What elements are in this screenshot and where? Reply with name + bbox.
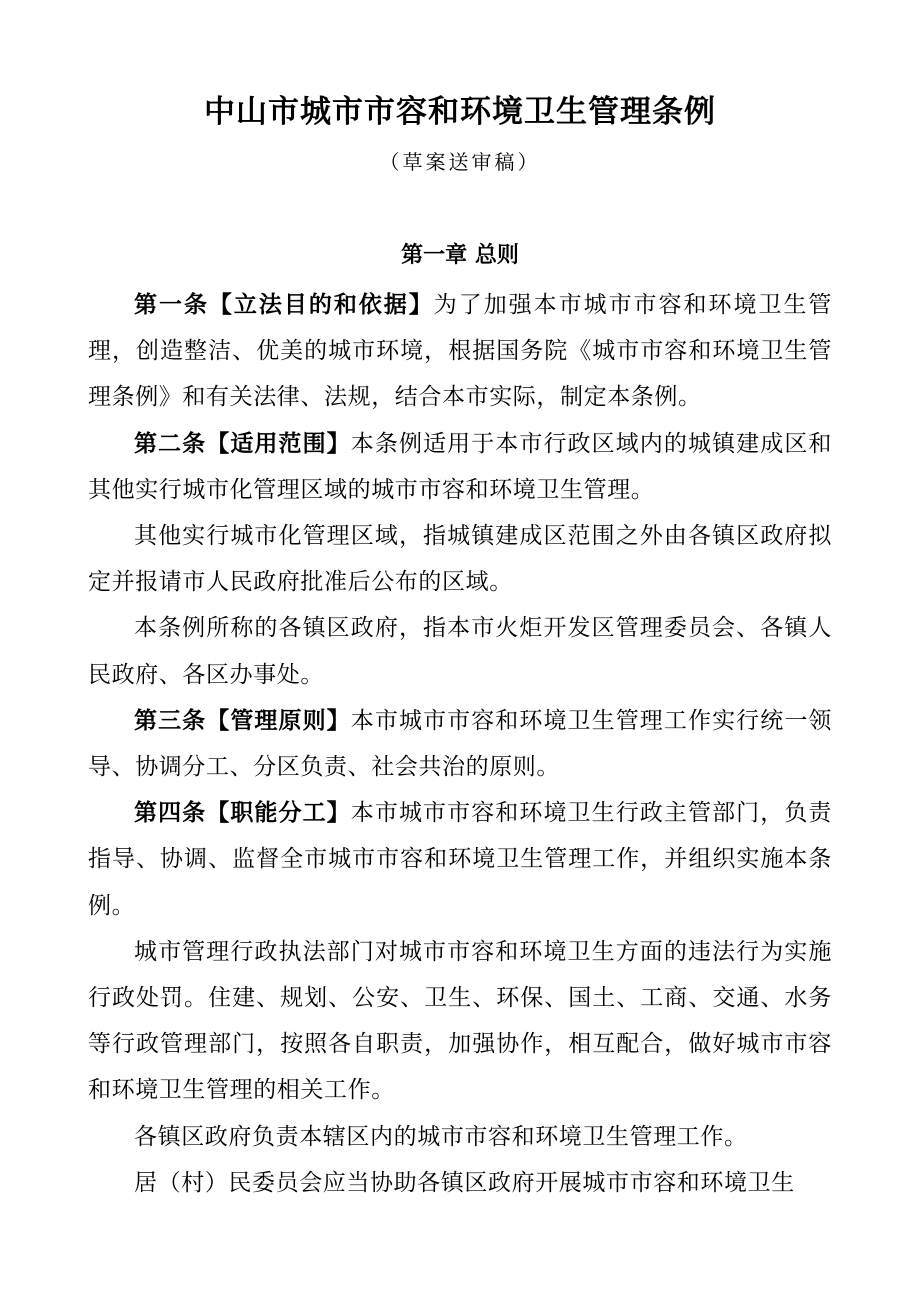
article-1-paragraph (88, 282, 832, 421)
document-title: 中山市城市市容和环境卫生管理条例 (204, 94, 716, 130)
article-3-text: 本市城市市容和环境卫生管理工作实行统一领导、协调分工、分区负责、社会共治的原则。 (88, 707, 833, 781)
document-subtitle: （草案送审稿） (379, 150, 541, 174)
article-4-heading: 第四条【职能分工】 (134, 800, 351, 827)
article-1-heading: 第一条【立法目的和依据】 (134, 292, 434, 318)
article-2-clause-3-text: 本条例所称的各镇区政府，指本市火炬开发区管理委员会、各镇人民政府、各区办事处。 (88, 615, 832, 688)
article-4-paragraph (88, 790, 832, 929)
article-3-heading: 第三条【管理原则】 (134, 707, 351, 734)
article-4-clause-3 (88, 1114, 832, 1160)
document-body (88, 282, 832, 1206)
article-2-clause-3 (88, 605, 832, 697)
article-2-paragraph (88, 421, 832, 513)
article-2-heading: 第二条【适用范围】 (134, 430, 351, 457)
article-2-clause-2 (88, 513, 832, 605)
article-2-clause-2-text: 其他实行城市化管理区域，指城镇建成区范围之外由各镇区政府拟定并报请市人民政府批准后公布的区域。 (88, 523, 832, 596)
article-3-paragraph (88, 698, 832, 790)
article-4-clause-2-text: 城市管理行政执法部门对城市市容和环境卫生方面的违法行为实施行政处罚。住建、规划、公安、卫生、环保、国土、工商、交通、水务等行政管理部门，按照各自职责，加强协作，相互配合，做好城市市容和环境卫生管理的相关工作。 (88, 938, 832, 1104)
article-1-text: 为了加强本市城市市容和环境卫生管理，创造整洁、优美的城市环境，根据国务院《城市市容和环境卫生管理条例》和有关法律、法规，结合本市实际，制定本条例。 (88, 292, 832, 411)
article-4-clause-4-text: 居（村）民委员会应当协助各镇区政府开展城市市容和环境卫生 (134, 1169, 795, 1196)
article-4-clause-4 (88, 1160, 832, 1206)
article-4-text: 本市城市市容和环境卫生行政主管部门，负责指导、协调、监督全市城市市容和环境卫生管理工作，并组织实施本条例。 (88, 800, 833, 919)
article-4-clause-2 (88, 929, 832, 1114)
article-4-clause-3-text: 各镇区政府负责本辖区内的城市市容和环境卫生管理工作。 (134, 1123, 748, 1150)
chapter-heading: 第一章 总则 (401, 243, 519, 268)
article-2-text: 本条例适用于本市行政区域内的城镇建成区和其他实行城市化管理区域的城市市容和环境卫生管理。 (88, 430, 833, 503)
